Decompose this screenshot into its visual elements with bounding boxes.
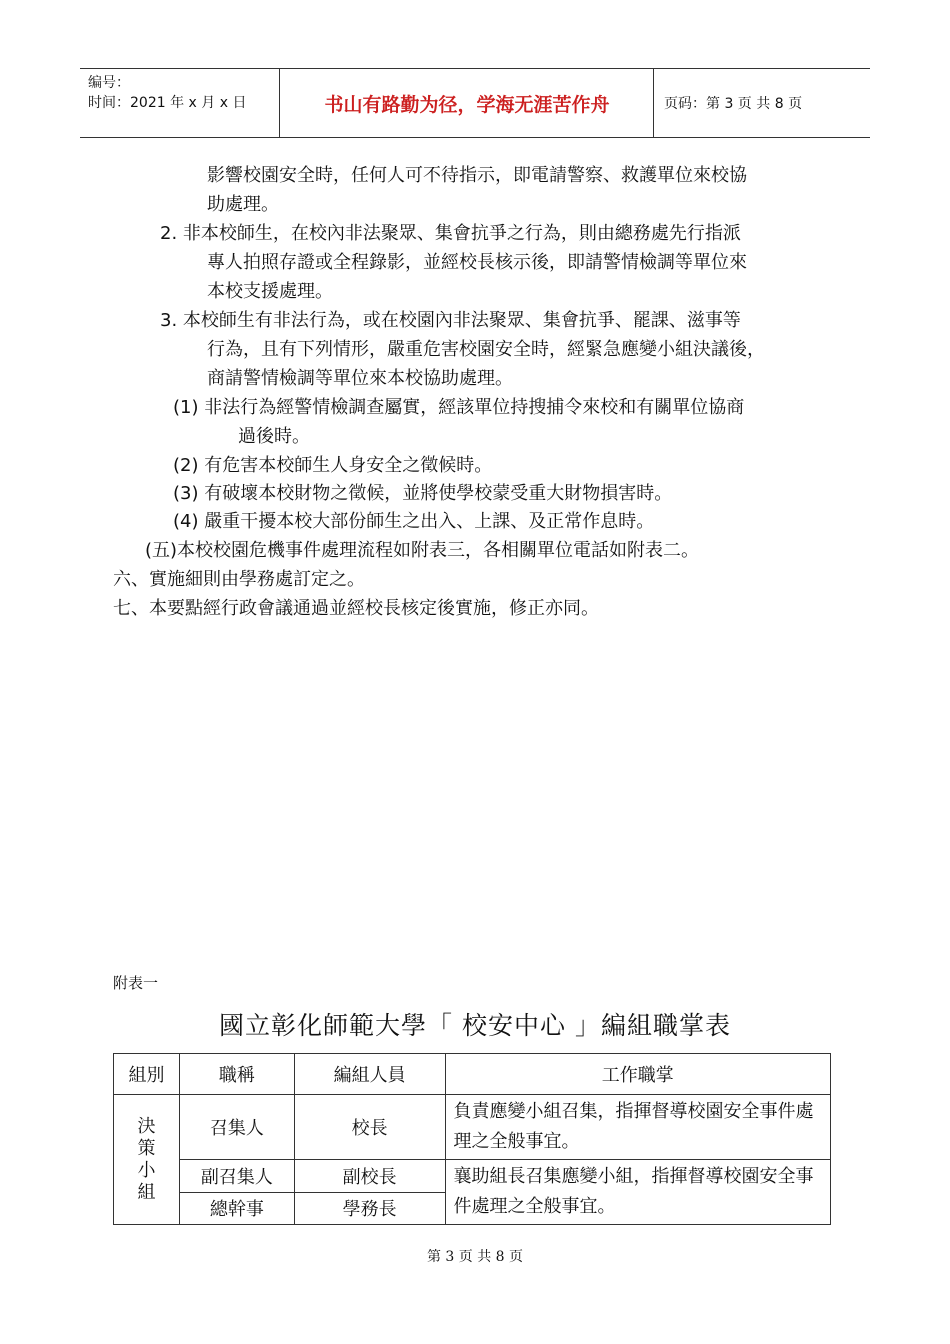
- body-line: 七、本要點經行政會議通過並經校長核定後實施，修正亦同。: [113, 598, 599, 619]
- table-row: [114, 1095, 831, 1160]
- appendix-label: 附表一: [113, 974, 159, 992]
- member-cell: 校長: [294, 1095, 445, 1160]
- body-line: (3) 有破壞本校財物之徵候，並將使學校蒙受重大財物損害時。: [173, 483, 673, 504]
- group-char: 組: [137, 1181, 156, 1203]
- body-line: 本校支援處理。: [207, 281, 333, 302]
- group-char: 小: [137, 1159, 156, 1181]
- page-header: [80, 68, 870, 138]
- table-row: [114, 1160, 831, 1193]
- page-footer: 第 3 页 共 8 页: [426, 1249, 524, 1265]
- body-line: 商請警情檢調等單位來本校協助處理。: [207, 368, 513, 389]
- title-cell: 召集人: [179, 1095, 294, 1160]
- table-header: 編組人員: [294, 1054, 445, 1095]
- body-line: (4) 嚴重干擾本校大部份師生之出入、上課、及正常作息時。: [173, 511, 655, 532]
- header-time: 时间：2021 年 x 月 x 日: [88, 95, 247, 111]
- body-line: 專人拍照存證或全程錄影，並經校長核示後，即請警情檢調等單位來: [207, 252, 747, 273]
- table-header: 職稱: [179, 1054, 294, 1095]
- member-cell: 學務長: [294, 1192, 445, 1225]
- duty-table: [113, 1053, 831, 1225]
- appendix-title: 國立彰化師範大學「 校安中心 」編組職掌表: [219, 1011, 731, 1040]
- body-line: 助處理。: [207, 194, 279, 215]
- group-name: [114, 1116, 179, 1204]
- duty-cell: 負責應變小組召集，指揮督導校園安全事件處理之全般事宜。: [445, 1095, 830, 1160]
- group-cell: [114, 1095, 180, 1225]
- body-line: 過後時。: [238, 426, 310, 447]
- table-header: 工作職掌: [445, 1054, 830, 1095]
- table-header: 組別: [114, 1054, 180, 1095]
- header-meta: [80, 69, 280, 137]
- body-line: 行為，且有下列情形，嚴重危害校園安全時，經緊急應變小組決議後，: [207, 339, 765, 360]
- header-number: 编号：: [88, 75, 130, 91]
- table-header-row: [114, 1054, 831, 1095]
- header-motto: 书山有路勤为径，学海无涯苦作舟: [281, 69, 654, 137]
- body-line: 影響校園安全時，任何人可不待指示，即電請警察、救護單位來校協: [207, 165, 747, 186]
- body-line: 2. 非本校師生，在校內非法聚眾、集會抗爭之行為，則由總務處先行指派: [160, 223, 741, 244]
- body-line: (1) 非法行為經警情檢調查屬實，經該單位持搜捕令來校和有關單位協商: [173, 397, 745, 418]
- body-line: (五)本校校園危機事件處理流程如附表三，各相關單位電話如附表二。: [145, 540, 700, 561]
- member-cell: 副校長: [294, 1160, 445, 1193]
- body-line: 六、實施細則由學務處訂定之。: [113, 569, 365, 590]
- body-line: (2) 有危害本校師生人身安全之徵候時。: [173, 455, 493, 476]
- group-char: 策: [137, 1137, 156, 1159]
- body-line: 3. 本校師生有非法行為，或在校園內非法聚眾、集會抗爭、罷課、滋事等: [160, 310, 741, 331]
- title-cell: 總幹事: [179, 1192, 294, 1225]
- header-page: 页码：第 3 页 共 8 页: [664, 96, 803, 112]
- title-cell: 副召集人: [179, 1160, 294, 1193]
- duty-cell: 襄助組長召集應變小組，指揮督導校園安全事件處理之全般事宜。: [445, 1160, 830, 1225]
- group-char: 決: [137, 1115, 156, 1137]
